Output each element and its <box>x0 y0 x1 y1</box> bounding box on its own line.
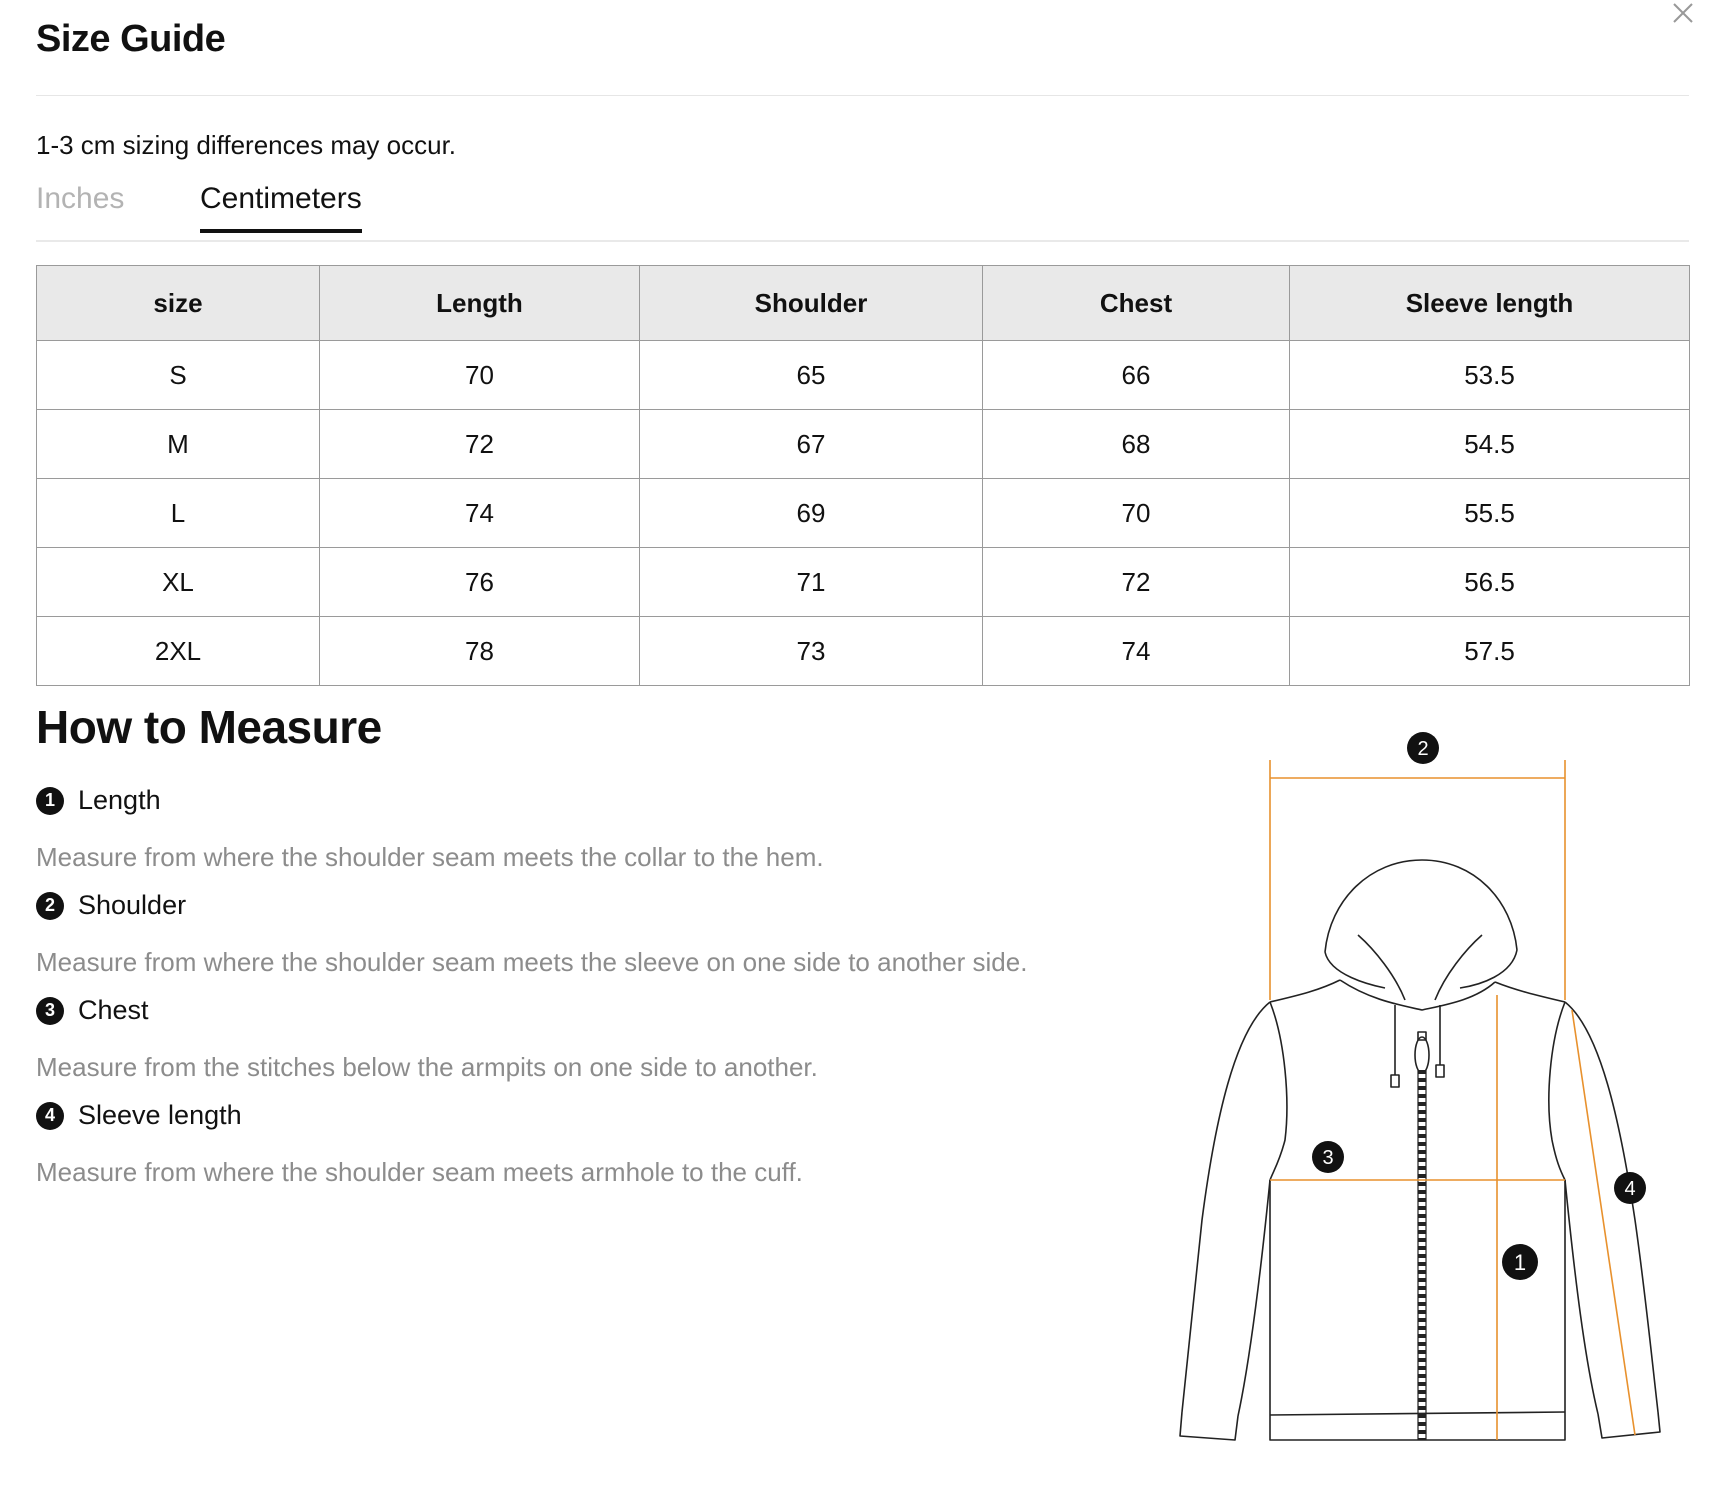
measure-item-label: Chest <box>78 995 149 1025</box>
measure-item-label: Length <box>78 785 161 815</box>
table-cell: L <box>37 479 320 548</box>
measure-item-header <box>36 1100 803 1131</box>
measure-item-description: Measure from where the shoulder seam meets armhole to the cuff. <box>36 1157 803 1187</box>
marker-4 <box>1614 1172 1646 1204</box>
number-badge: 1 <box>36 787 64 815</box>
table-cell: 53.5 <box>1290 341 1690 410</box>
measure-item-description: Measure from the stitches below the armpits on one side to another. <box>36 1052 818 1082</box>
table-row <box>37 341 1690 410</box>
measure-item-sleeve-length <box>36 1100 803 1188</box>
modal-title: Size Guide <box>36 18 226 60</box>
table-cell: 67 <box>640 410 983 479</box>
table-cell: 78 <box>320 617 640 686</box>
measure-item-description: Measure from where the shoulder seam meets the sleeve on one side to another side. <box>36 947 1028 977</box>
table-cell: 74 <box>320 479 640 548</box>
table-cell: 65 <box>640 341 983 410</box>
column-header-size: size <box>37 266 320 341</box>
measure-item-label: Sleeve length <box>78 1100 242 1130</box>
measure-item-header <box>36 890 1027 921</box>
table-row <box>37 479 1690 548</box>
marker-2 <box>1407 732 1439 764</box>
table-cell: 76 <box>320 548 640 617</box>
close-icon <box>1670 0 1696 26</box>
table-cell: 72 <box>983 548 1290 617</box>
table-row <box>37 410 1690 479</box>
table-cell: 2XL <box>37 617 320 686</box>
measure-item-header <box>36 995 818 1026</box>
number-badge: 2 <box>36 892 64 920</box>
measure-item-header <box>36 785 824 816</box>
column-header-chest: Chest <box>983 266 1290 341</box>
table-cell: 73 <box>640 617 983 686</box>
how-to-measure-title: How to Measure <box>36 701 382 753</box>
table-cell: S <box>37 341 320 410</box>
table-cell: 69 <box>640 479 983 548</box>
hoodie-measurement-diagram <box>1140 738 1700 1490</box>
measurement-lines <box>1270 760 1635 1440</box>
marker-3 <box>1312 1141 1344 1173</box>
measure-item-description: Measure from where the shoulder seam meets the collar to the hem. <box>36 842 824 872</box>
table-cell: 70 <box>320 341 640 410</box>
table-row <box>37 548 1690 617</box>
table-row <box>37 617 1690 686</box>
title-divider <box>36 95 1689 96</box>
unit-tabs <box>36 182 1689 242</box>
close-button[interactable] <box>1670 0 1696 26</box>
table-cell: 57.5 <box>1290 617 1690 686</box>
tab-centimeters[interactable]: Centimeters <box>200 182 362 230</box>
table-header-row <box>37 266 1690 341</box>
measure-item-label: Shoulder <box>78 890 187 920</box>
number-badge: 4 <box>36 1102 64 1130</box>
table-cell: 74 <box>983 617 1290 686</box>
marker-label: 4 <box>1624 1178 1636 1200</box>
marker-label: 1 <box>1513 1250 1527 1275</box>
column-header-length: Length <box>320 266 640 341</box>
measure-item-length <box>36 785 824 873</box>
measure-item-chest <box>36 995 818 1083</box>
table-cell: 68 <box>983 410 1290 479</box>
column-header-shoulder: Shoulder <box>640 266 983 341</box>
marker-label: 2 <box>1417 738 1429 760</box>
sleeve-measure-line <box>1572 1010 1635 1435</box>
table-cell: 55.5 <box>1290 479 1690 548</box>
table-cell: 66 <box>983 341 1290 410</box>
table-cell: 56.5 <box>1290 548 1690 617</box>
table-cell: 54.5 <box>1290 410 1690 479</box>
size-table <box>36 265 1690 686</box>
table-cell: 70 <box>983 479 1290 548</box>
table-cell: 71 <box>640 548 983 617</box>
tab-inches[interactable]: Inches <box>36 182 125 215</box>
column-header-sleeve-length: Sleeve length <box>1290 266 1690 341</box>
sizing-note: 1-3 cm sizing differences may occur. <box>36 130 457 160</box>
measure-item-shoulder <box>36 890 1027 978</box>
table-cell: M <box>37 410 320 479</box>
table-cell: 72 <box>320 410 640 479</box>
number-badge: 3 <box>36 997 64 1025</box>
marker-1 <box>1502 1244 1538 1280</box>
marker-label: 3 <box>1322 1147 1334 1169</box>
table-cell: XL <box>37 548 320 617</box>
